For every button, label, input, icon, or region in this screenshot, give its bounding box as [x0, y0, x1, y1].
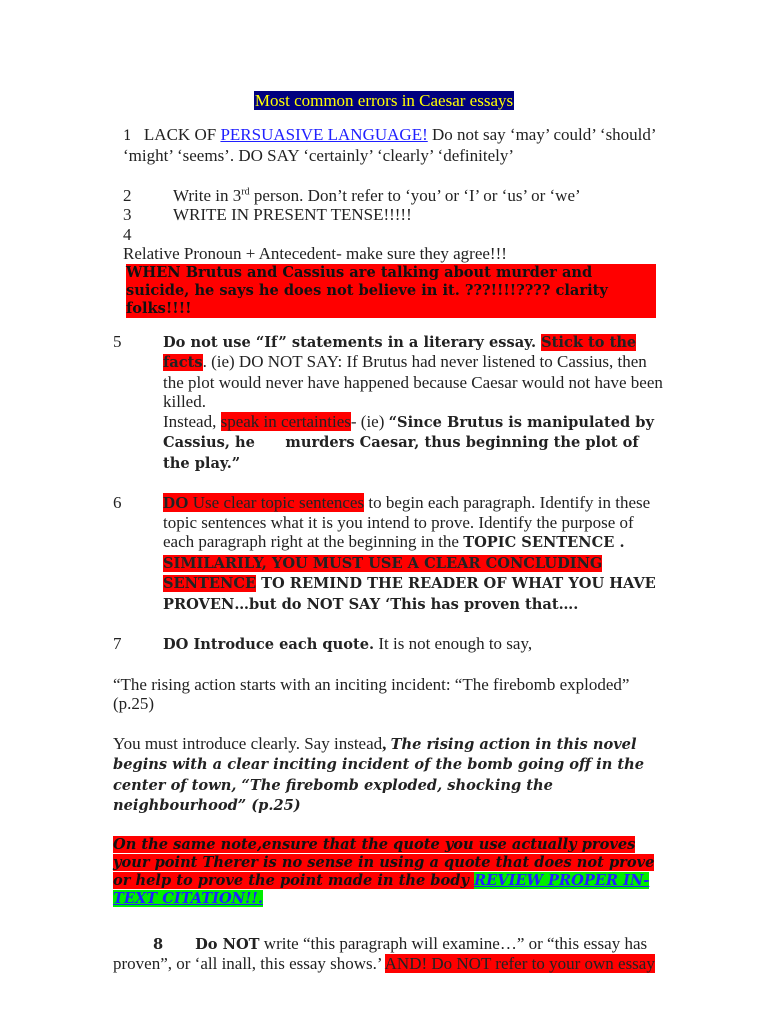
good-example: You must introduce clearly. Say instead, The rising action in this novel begins with a clear inciting incident of the bomb going off in the center of town, “The firebomb exploded, shocking the neighbourhood” (p.25) — [113, 733, 645, 814]
item-5: 5 Do not use “If” statements in a literary essay. Stick to the facts. (ie) DO NOT SAY: If Brutus had never listened to Cassius, then the plot would never have happened because Caesar would not have been killed. Instead, speak in certainties- (ie) “Since Brutus is manipulated by Cassius, he murders Caesar, thus beginning the plot of the play.” — [113, 331, 663, 472]
item-7: 7 DO Introduce each quote. It is not enough to say, — [113, 634, 533, 653]
item-1: 1 LACK OF PERSUASIVE LANGUAGE! Do not say ‘may’ could’ ‘should’ ‘might’ ‘seems’. DO SAY ‘certainly’ ‘clearly’ ‘definitely’ — [123, 124, 657, 165]
item-2: 2 Write in 3rd person. Don’t refer to ‘you’ or ‘I’ or ‘us’ or ‘we’ — [123, 185, 581, 205]
citation-link[interactable]: REVIEW PROPER IN-TEXT CITATION!!. — [113, 871, 650, 907]
item-4: 4 Relative Pronoun + Antecedent- make sure they agree!!! — [123, 224, 507, 263]
bad-example: “The rising action starts with an inciting incident: “The firebomb exploded” (p.25) — [113, 674, 630, 713]
quote-note: On the same note,ensure that the quote you use actually proves your point Therer is no sense in using a quote that does not prove or help to prove the point made in the body REVIEW PROPER IN-TEXT CITATION!!. — [113, 835, 655, 907]
clarity-warning: WHEN Brutus and Cassius are talking about murder and suicide, he says he does not believe in it. ???!!!!???? clarity folks!!!! — [126, 264, 656, 318]
persuasive-language-link[interactable]: PERSUASIVE LANGUAGE! — [220, 124, 428, 144]
item-8: 8 Do NOT write “this paragraph will examine…” or “this essay has proven”, or ‘all inall, this essay shows.’ AND! Do NOT refer to your own essay — [113, 933, 655, 973]
item-6: 6 DO Use clear topic sentences to begin each paragraph. Identify in these topic sentences what it is you intend to prove. Identify the purpose of each paragraph right at the beginning in the TOPIC SENTENCE . SIMILARILY, YOU MUST USE A CLEAR CONCLUDING SENTENCE TO REMIND THE READER OF WHAT YOU HAVE PROVEN…but do NOT SAY ‘This has proven that…. — [113, 493, 656, 613]
item-3: 3 WRITE IN PRESENT TENSE!!!!! — [123, 205, 412, 224]
page-title: Most common errors in Caesar essays — [254, 91, 514, 110]
